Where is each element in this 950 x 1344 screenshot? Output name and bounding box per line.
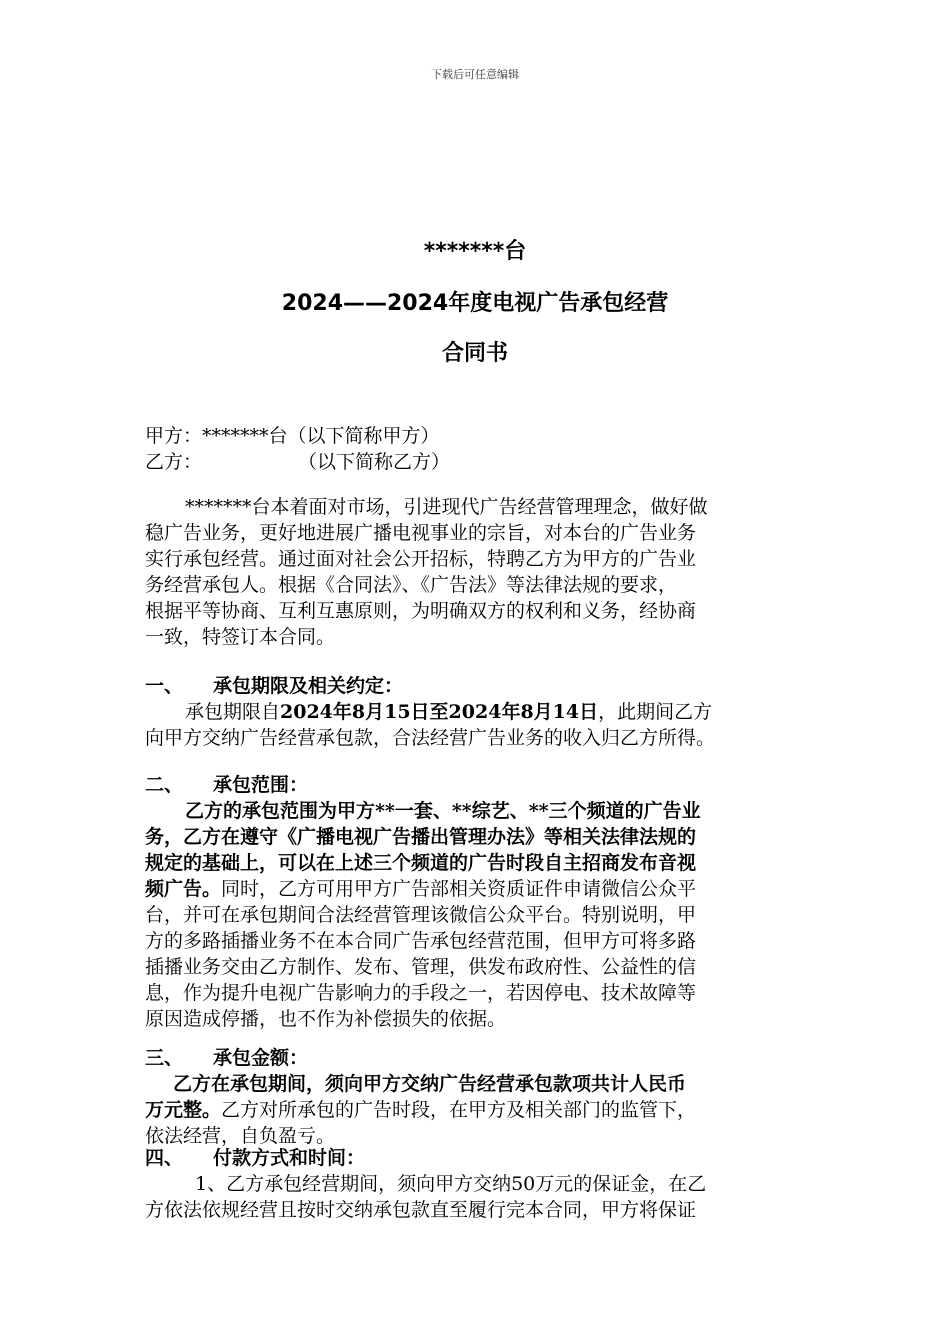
party-b xyxy=(145,449,810,475)
section-2-line: 规定的基础上，可以在上述三个频道的广告时段自主招商发布音视 xyxy=(145,852,697,874)
section-3-heading xyxy=(145,1045,810,1071)
section-1-title: 承包期限及相关约定： xyxy=(213,675,404,697)
section-1 xyxy=(145,673,810,751)
section-2-text: 同时，乙方可用甲方广告部相关资质证件申请微信公众平 xyxy=(221,878,697,900)
title-line-1: *******台 xyxy=(423,239,527,264)
section-1-heading xyxy=(145,673,810,699)
section-2-line: 息，作为提升电视广告影响力的手段之一，若因停电、技术故障等 xyxy=(145,982,697,1004)
header-note: 下载后可任意编辑 xyxy=(431,68,519,81)
section-4-number: 四、 xyxy=(145,1147,184,1169)
intro-line: 稳广告业务，更好地进展广播电视事业的宗旨，对本台的广告业务 xyxy=(145,522,697,544)
section-2-line: 务，乙方在遵守《广播电视广告播出管理办法》等相关法律法规的 xyxy=(145,826,697,848)
section-1-line: 向甲方交纳广告经营承包款，合法经营广告业务的收入归乙方所得。 xyxy=(145,727,716,749)
section-4 xyxy=(145,1145,810,1223)
section-2 xyxy=(145,772,810,1032)
section-3-line xyxy=(145,1097,810,1123)
section-4-title: 付款方式和时间： xyxy=(213,1147,366,1169)
section-2-title: 承包范围： xyxy=(213,774,309,796)
section-3-line: 依法经营，自负盈亏。 xyxy=(145,1125,336,1147)
title-line-2: 2024——2024年度电视广告承包经营 xyxy=(281,291,669,316)
section-1-line xyxy=(145,699,810,725)
section-3-number: 三、 xyxy=(145,1047,184,1069)
section-2-line: 方的多路插播业务不在本合同广告承包经营范围，但甲方可将多路 xyxy=(145,930,697,952)
section-4-line: 1、乙方承包经营期间，须向甲方交纳50万元的保证金，在乙 xyxy=(195,1173,707,1195)
section-2-line: 台，并可在承包期间合法经营管理该微信公众平台。特别说明，甲 xyxy=(145,904,697,926)
contract-period-dates: 2024年8月15日至2024年8月14日 xyxy=(280,701,599,723)
section-2-line xyxy=(145,876,810,902)
section-3 xyxy=(145,1045,810,1149)
section-3-bold-text: 万元整。 xyxy=(145,1099,222,1121)
section-1-text: ，此期间乙方 xyxy=(598,701,713,723)
section-4-line: 方依法依规经营且按时交纳承包款直至履行完本合同，甲方将保证 xyxy=(145,1199,697,1221)
section-2-line: 原因造成停播，也不作为补偿损失的依据。 xyxy=(145,1008,507,1030)
party-b-suffix: （以下简称乙方） xyxy=(298,451,451,473)
title-line-3: 合同书 xyxy=(441,341,508,366)
intro-line: 根据平等协商、互利互惠原则，为明确双方的权利和义务，经协商 xyxy=(145,600,697,622)
section-1-text: 承包期限自 xyxy=(185,701,281,723)
section-3-text: 乙方对所承包的广告时段，在甲方及相关部门的监管下， xyxy=(221,1099,697,1121)
parties-block xyxy=(145,423,810,475)
intro-line: *******台本着面对市场，引进现代广告经营管理理念，做好做 xyxy=(185,496,708,518)
section-2-line: 乙方的承包范围为甲方**一套、**综艺、**三个频道的广告业 xyxy=(185,800,701,822)
section-4-heading xyxy=(145,1145,810,1171)
section-2-line: 插播业务交由乙方制作、发布、管理，供发布政府性、公益性的信 xyxy=(145,956,697,978)
section-2-number: 二、 xyxy=(145,774,184,796)
section-3-title: 承包金额： xyxy=(213,1047,309,1069)
intro-paragraph xyxy=(145,494,810,650)
section-2-bold-text: 频广告。 xyxy=(145,878,222,900)
section-3-line: 乙方在承包期间，须向甲方交纳广告经营承包款项共计人民币 xyxy=(173,1073,687,1095)
intro-line: 务经营承包人。根据《合同法》、《广告法》等法律法规的要求， xyxy=(145,574,678,596)
intro-line: 一致，特签订本合同。 xyxy=(145,626,336,648)
section-1-number: 一、 xyxy=(145,675,184,697)
section-2-heading xyxy=(145,772,810,798)
intro-line: 实行承包经营。通过面对社会公开招标，特聘乙方为甲方的广告业 xyxy=(145,548,697,570)
party-a: 甲方：*******台（以下简称甲方） xyxy=(145,425,440,447)
party-b-label: 乙方： xyxy=(145,451,203,473)
